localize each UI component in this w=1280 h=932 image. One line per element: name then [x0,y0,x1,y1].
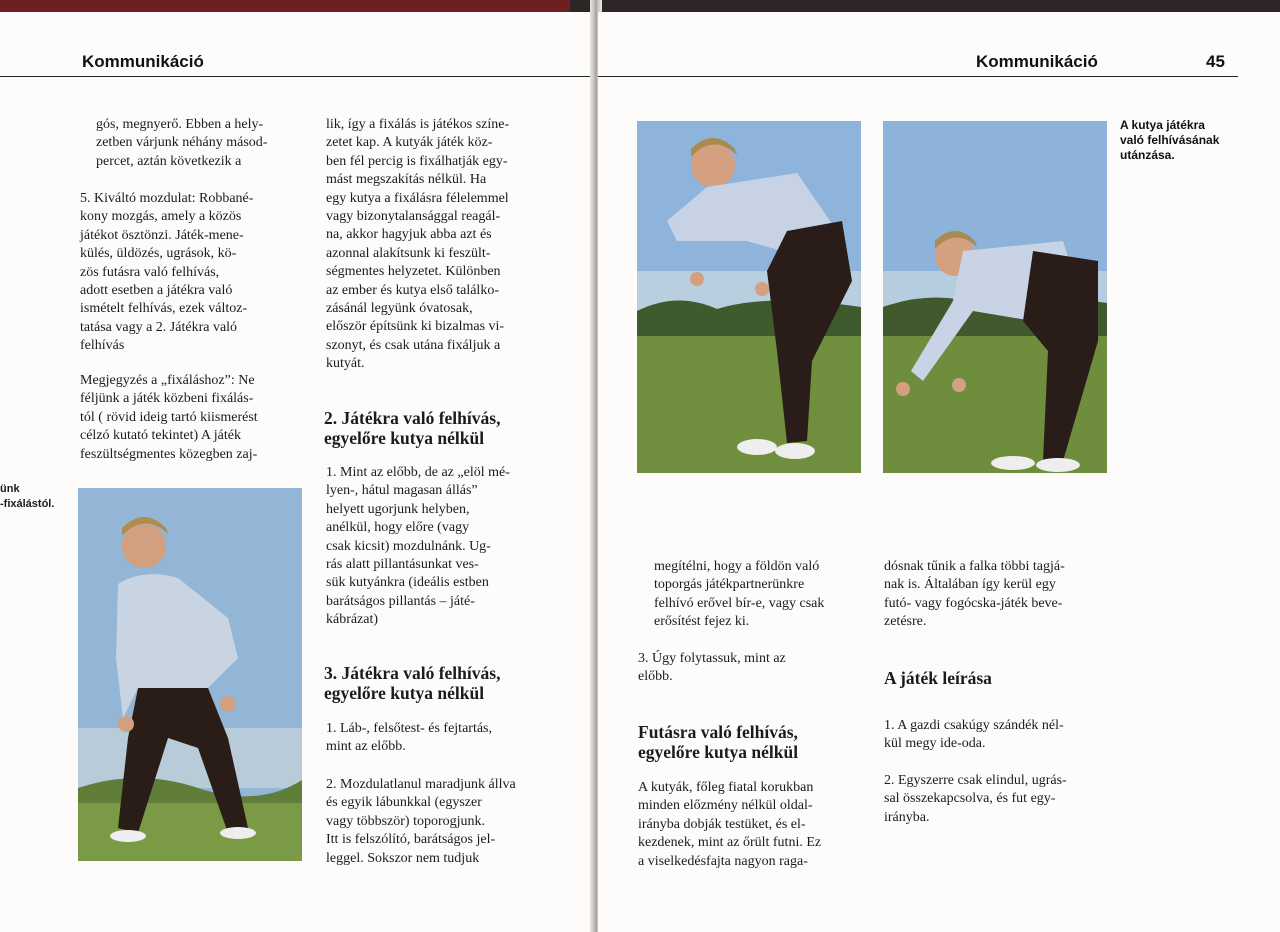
text-line: ismételt felhívás, ezek változ- [80,301,248,317]
text-line: ségmentes helyzetet. Különben [326,264,501,280]
heading3-item-1 [326,720,570,757]
text-line: Megjegyzés a „fixáláshoz”: Ne [80,373,255,388]
text-line: az ember és kutya első találko- [326,282,499,298]
text-line: zetben várjunk néhány másod- [96,135,268,151]
text-line: gós, megnyerő. Ebben a hely- [96,117,264,132]
text-line: csak kicsit) mozdulnánk. Ug- [326,538,491,554]
text-line: tatása vagy a 2. Játékra való [80,319,238,335]
text-line: 2. Játékra való felhívás, [324,408,501,428]
heading-3 [324,663,574,703]
text-line: felhívó erővel bír-e, vagy csak [654,595,825,611]
col1-top-text [96,116,311,171]
text-line: minden előzmény nélkül oldal- [638,798,813,814]
text-line: nak is. Általában így kerül egy [884,577,1056,593]
text-line: való felhívásának [1120,133,1220,147]
text-line: irányba. [884,809,930,825]
text-line: A kutyák, főleg fiatal korukban [638,780,814,795]
game-item-1 [884,717,1132,754]
text-line: zásánál legyünk óvatosak, [326,301,473,317]
text-line: és egyik lábunkkal (egyszer [326,795,482,811]
photo-man-crouching [78,488,302,861]
header-rule [0,76,590,77]
text-line: azonnal alakítsunk ki feszült- [326,245,491,261]
photo-caption [1120,118,1240,163]
text-line: először építsünk ki bizalmas vi- [326,319,505,335]
text-line: 2. Egyszerre csak elindul, ugrás- [884,773,1067,788]
text-line: erősítést fejez ki. [654,614,750,630]
list-item-3 [638,650,882,687]
text-line: kezdenek, mint az őrült futni. Ez [638,835,822,851]
text-line: A kutya játékra [1120,118,1205,132]
photo-man-jumping [637,121,861,473]
text-line: zös futásra való felhívás, [80,264,220,280]
text-line: féljünk a játék közbeni fixálás- [80,391,254,407]
header-rule-right [598,76,1238,77]
text-line: egyelőre kutya nélkül [324,428,485,448]
text-line: egyelőre kutya nélkül [638,742,799,762]
text-line: utánzása. [1120,148,1175,162]
text-line: a viselkedésfajta nagyon raga- [638,853,808,869]
text-line: felhívás [80,338,125,354]
text-line: egy kutya a fixálásra félelemmel [326,190,509,206]
text-line: leggel. Sokszor nem tudjuk [326,850,480,866]
right-page [598,12,1280,932]
text-line: Futásra való felhívás, [638,722,798,742]
run-text [638,779,874,871]
text-line: feszültségmentes közegben zaj- [80,446,258,462]
text-line: helyett ugorjunk helyben, [326,501,470,517]
text-line: 3. Úgy folytassuk, mint az [638,651,786,666]
text-line: egyelőre kutya nélkül [324,683,485,703]
game-item-2 [884,772,1132,827]
text-line: játékot ösztönzi. Játék-mene- [80,227,244,243]
text-line: 2. Mozdulatlanul maradjunk állva [326,777,516,792]
text-line: célzó kutató tekintet) A játék [80,428,241,444]
photo-man-bowing [883,121,1107,473]
text-line: -fixálástól. [0,498,55,510]
text-line: szonyt, és csak utána fixáljuk a [326,337,501,353]
text-line: zetet kap. A kutyák játék köz- [326,135,493,151]
text-line: megítélni, hogy a földön való [654,559,820,574]
running-head-left: Kommunikáció [82,52,204,71]
text-line: külés, üldözés, ugrások, kö- [80,246,237,262]
text-line: ünk [0,483,20,495]
text-line: lik, így a fixálás is játékos színe- [326,117,510,132]
text-line: toporgás játékpartnerünkre [654,577,805,593]
text-line: mást megszakítás nélkül. Ha [326,172,487,188]
text-line: zetésre. [884,614,927,630]
text-line: tól ( rövid ideig tartó kiismerést [80,409,258,425]
text-line: A játék leírása [884,668,992,688]
heading-2 [324,408,574,448]
text-line: mint az előbb. [326,739,406,755]
right-col2-top-text [884,558,1116,632]
text-line: ben fél percig is fixálhatják egy- [326,153,508,169]
text-line: vagy bizonytalansággal reagál- [326,209,501,225]
page-number: 45 [1206,52,1225,71]
text-line: percet, aztán következik a [96,153,242,169]
heading2-item-1 [326,464,570,630]
text-line: kutyát. [326,356,365,372]
text-line: irányba dobják testüket, és el- [638,816,806,832]
text-line: futó- vagy fogócska-játék beve- [884,595,1063,611]
text-line: dósnak tűnik a falka többi tagjá- [884,559,1065,574]
text-line: Itt is felszólító, barátságos jel- [326,832,496,848]
text-line: sal összekapcsolva, és fut egy- [884,791,1056,807]
left-page [0,12,594,932]
text-line: kábrázat) [326,612,379,628]
text-line: anélkül, hogy előre (vagy [326,520,470,536]
running-head-right: Kommunikáció [976,52,1098,71]
text-line: előbb. [638,669,673,685]
text-line: adott esetben a játékra való [80,283,233,299]
text-line: lyen-, hátul magasan állás” [326,483,478,499]
text-line: 5. Kiváltó mozdulat: Robbané- [80,191,254,206]
text-line: barátságos pillantás – játé- [326,593,475,609]
right-col1-top-text [654,558,869,632]
text-line: sük kutyánkra (ideális estben [326,575,489,591]
text-line: vagy többször) toporogjunk. [326,813,486,829]
text-line: na, akkor hagyjuk abba azt és [326,227,492,243]
text-line: 1. Láb-, felsőtest- és fejtartás, [326,721,492,736]
text-line: kül megy ide-oda. [884,736,986,752]
note-text [80,372,308,464]
heading-run [638,722,888,762]
edge-caption [0,482,70,512]
heading3-item-2 [326,776,570,868]
list-item-5 [80,190,324,356]
text-line: 1. Mint az előbb, de az „elöl mé- [326,465,510,480]
col2-top-text [326,116,556,374]
text-line: 1. A gazdi csakúgy szándék nél- [884,718,1064,733]
heading-game [884,668,1134,688]
text-line: 3. Játékra való felhívás, [324,663,501,683]
text-line: rás alatt pillantásunkat ves- [326,557,479,573]
text-line: kony mozgás, amely a közös [80,209,242,225]
